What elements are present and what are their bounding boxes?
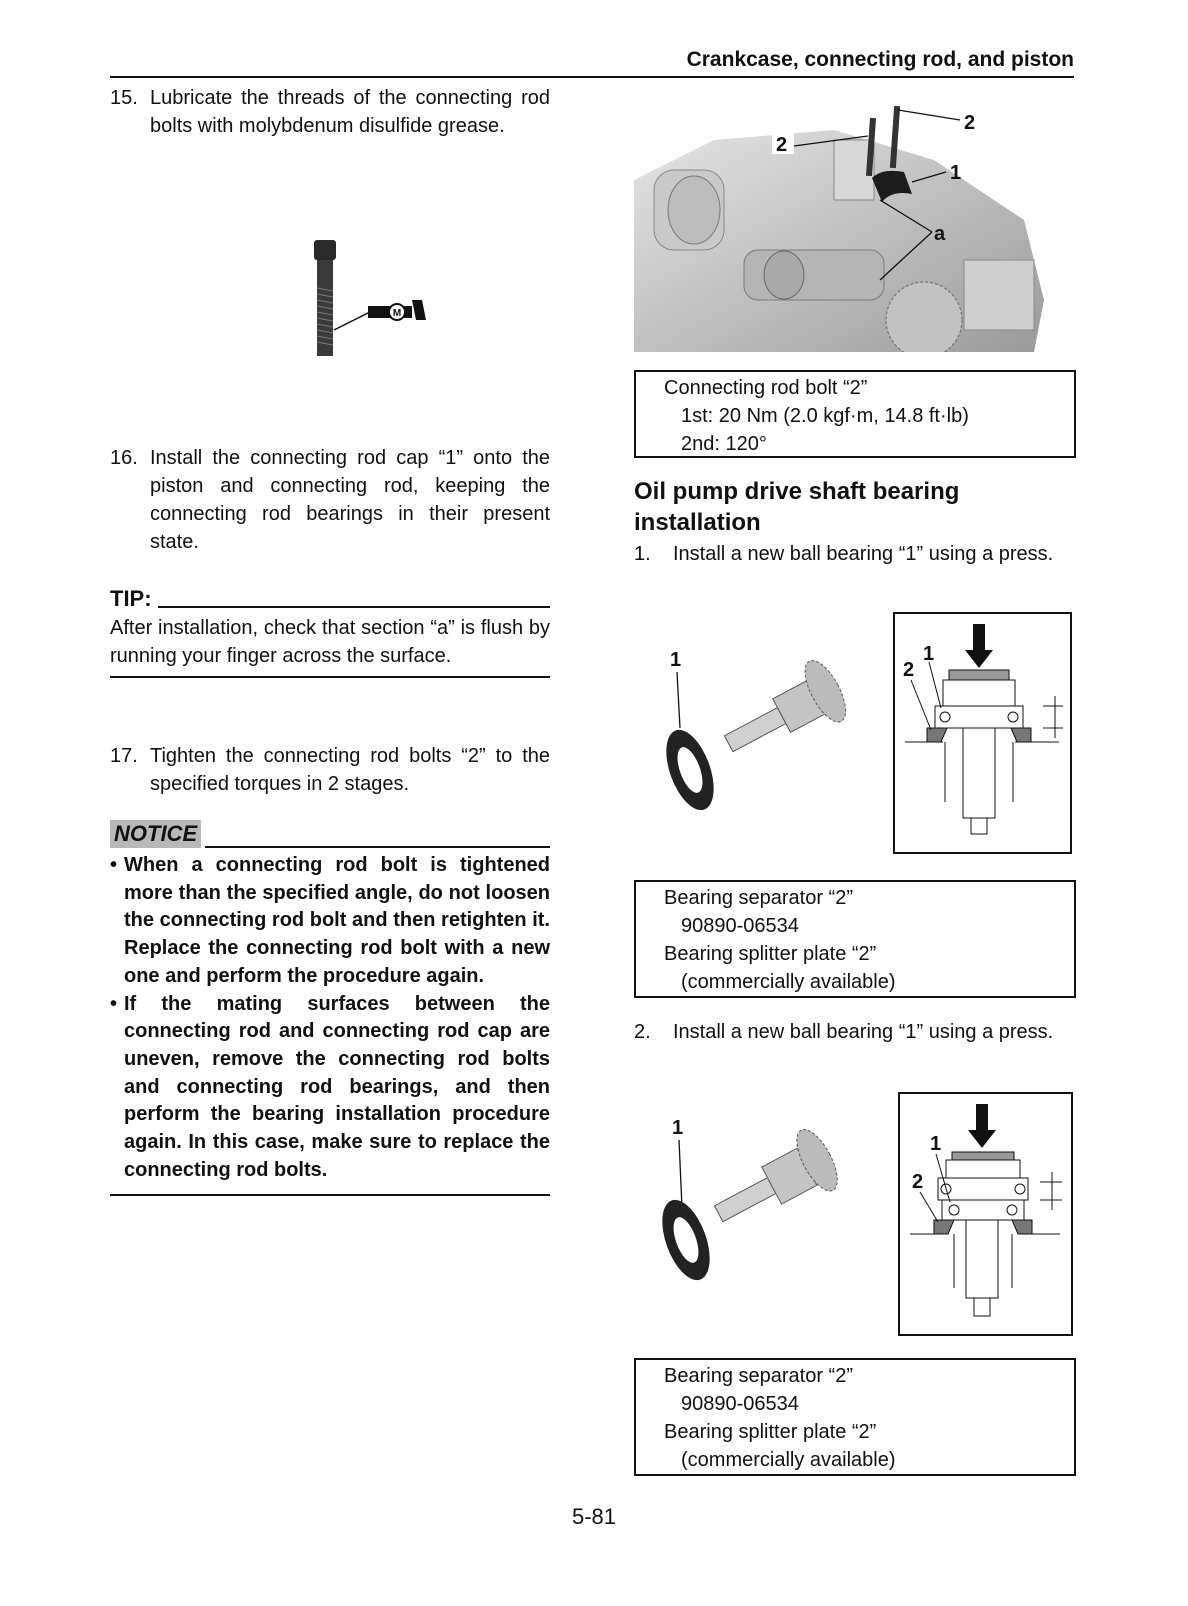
callout-2-right: 2 xyxy=(964,112,976,134)
step-text: Install a new ball bearing “1” using a press. xyxy=(673,543,1054,565)
drive-shaft xyxy=(712,655,853,773)
ball-bearing xyxy=(653,1194,719,1287)
callout-bearing: 1 xyxy=(670,649,682,671)
tip-label: TIP: xyxy=(110,586,152,611)
tool-number: 90890-06534 xyxy=(681,1393,799,1415)
tool-availability: (commercially available) xyxy=(681,1449,896,1471)
callout-1: 1 xyxy=(923,643,935,665)
spec-line-2nd: 2nd: 120° xyxy=(681,433,767,455)
callout-2-left: 2 xyxy=(776,134,788,156)
step-1 xyxy=(634,540,1076,568)
bolt-grease-figure xyxy=(300,238,450,368)
callout-a: a xyxy=(934,223,946,245)
callout-bearing: 1 xyxy=(672,1117,684,1139)
tool-name: Bearing splitter plate “2” xyxy=(664,943,877,965)
crankcase-connecting-rod-figure xyxy=(634,100,1074,352)
tool-number: 90890-06534 xyxy=(681,915,799,937)
callout-2: 2 xyxy=(912,1171,924,1193)
drive-shaft xyxy=(702,1124,845,1243)
bullet-dot: • xyxy=(110,992,118,1015)
step-16 xyxy=(110,444,550,556)
special-tool-box-1 xyxy=(634,880,1076,998)
notice-rule xyxy=(205,846,550,848)
press-diagram-1 xyxy=(893,612,1073,854)
notice-bullet-text: If the mating surfaces between the connecting rod and connecting rod cap are uneven, remove the connecting rod bolts and connecting rod bearings, and then perform the bearing installation procedure again. In this case, make sure to replace the connecting rod bolts. xyxy=(124,992,550,1181)
notice-label: NOTICE xyxy=(110,820,201,848)
page-number: 5-81 xyxy=(571,1504,617,1529)
step-number: 17. xyxy=(110,745,138,767)
step-2 xyxy=(634,1018,1076,1046)
tool-name: Bearing separator “2” xyxy=(664,887,853,909)
step-text: Install a new ball bearing “1” using a press. xyxy=(673,1021,1054,1043)
notice-body xyxy=(110,852,550,1196)
tip-rule xyxy=(158,606,550,608)
tool-availability: (commercially available) xyxy=(681,971,896,993)
notice-bullet xyxy=(110,991,550,1185)
notice-bullet xyxy=(110,852,550,991)
tip-heading xyxy=(110,586,550,612)
callout-1: 1 xyxy=(930,1133,942,1155)
bullet-dot: • xyxy=(110,854,118,876)
step-17 xyxy=(110,742,550,798)
step-text: Tighten the connecting rod bolts “2” to the specified torques in 2 stages. xyxy=(150,745,550,795)
tool-name: Bearing separator “2” xyxy=(664,1365,853,1387)
bearing-shaft-figure-2 xyxy=(650,1090,880,1290)
section-title: Oil pump drive shaft bearing installation xyxy=(634,478,960,536)
callout-2: 2 xyxy=(903,659,915,681)
step-number: 16. xyxy=(110,447,138,469)
spec-title: Connecting rod bolt “2” xyxy=(664,377,868,399)
step-number: 15. xyxy=(110,87,138,109)
step-number: 2. xyxy=(634,1021,651,1043)
grease-symbol: M xyxy=(392,308,402,319)
spec-line-1st: 1st: 20 Nm (2.0 kgf·m, 14.8 ft·lb) xyxy=(681,405,969,427)
tip-text: After installation, check that section “a” is flush by running your finger across the surface. xyxy=(110,614,550,678)
special-tool-box-2 xyxy=(634,1358,1076,1476)
ball-bearing xyxy=(657,724,723,810)
torque-spec-box xyxy=(634,370,1076,458)
callout-1: 1 xyxy=(950,162,962,184)
step-number: 1. xyxy=(634,543,651,565)
step-15 xyxy=(110,84,550,140)
tool-name: Bearing splitter plate “2” xyxy=(664,1421,877,1443)
notice-heading xyxy=(110,820,550,848)
step-text: Install the connecting rod cap “1” onto the piston and connecting rod, keeping the connecting rod bearings in their present state. xyxy=(150,447,550,553)
molybdenum-grease-icon xyxy=(368,300,426,320)
bearing-shaft-figure-1 xyxy=(650,610,880,810)
step-text: Lubricate the threads of the connecting rod bolts with molybdenum disulfide grease. xyxy=(150,87,550,137)
notice-bullet-text: When a connecting rod bolt is tightened more than the specified angle, do not loosen the connecting rod bolt and then retighten it. Replace the connecting rod bolt with a new one and perform the procedure again. xyxy=(124,854,550,987)
press-diagram-2 xyxy=(898,1092,1074,1336)
running-header: Crankcase, connecting rod, and piston xyxy=(110,48,1074,78)
